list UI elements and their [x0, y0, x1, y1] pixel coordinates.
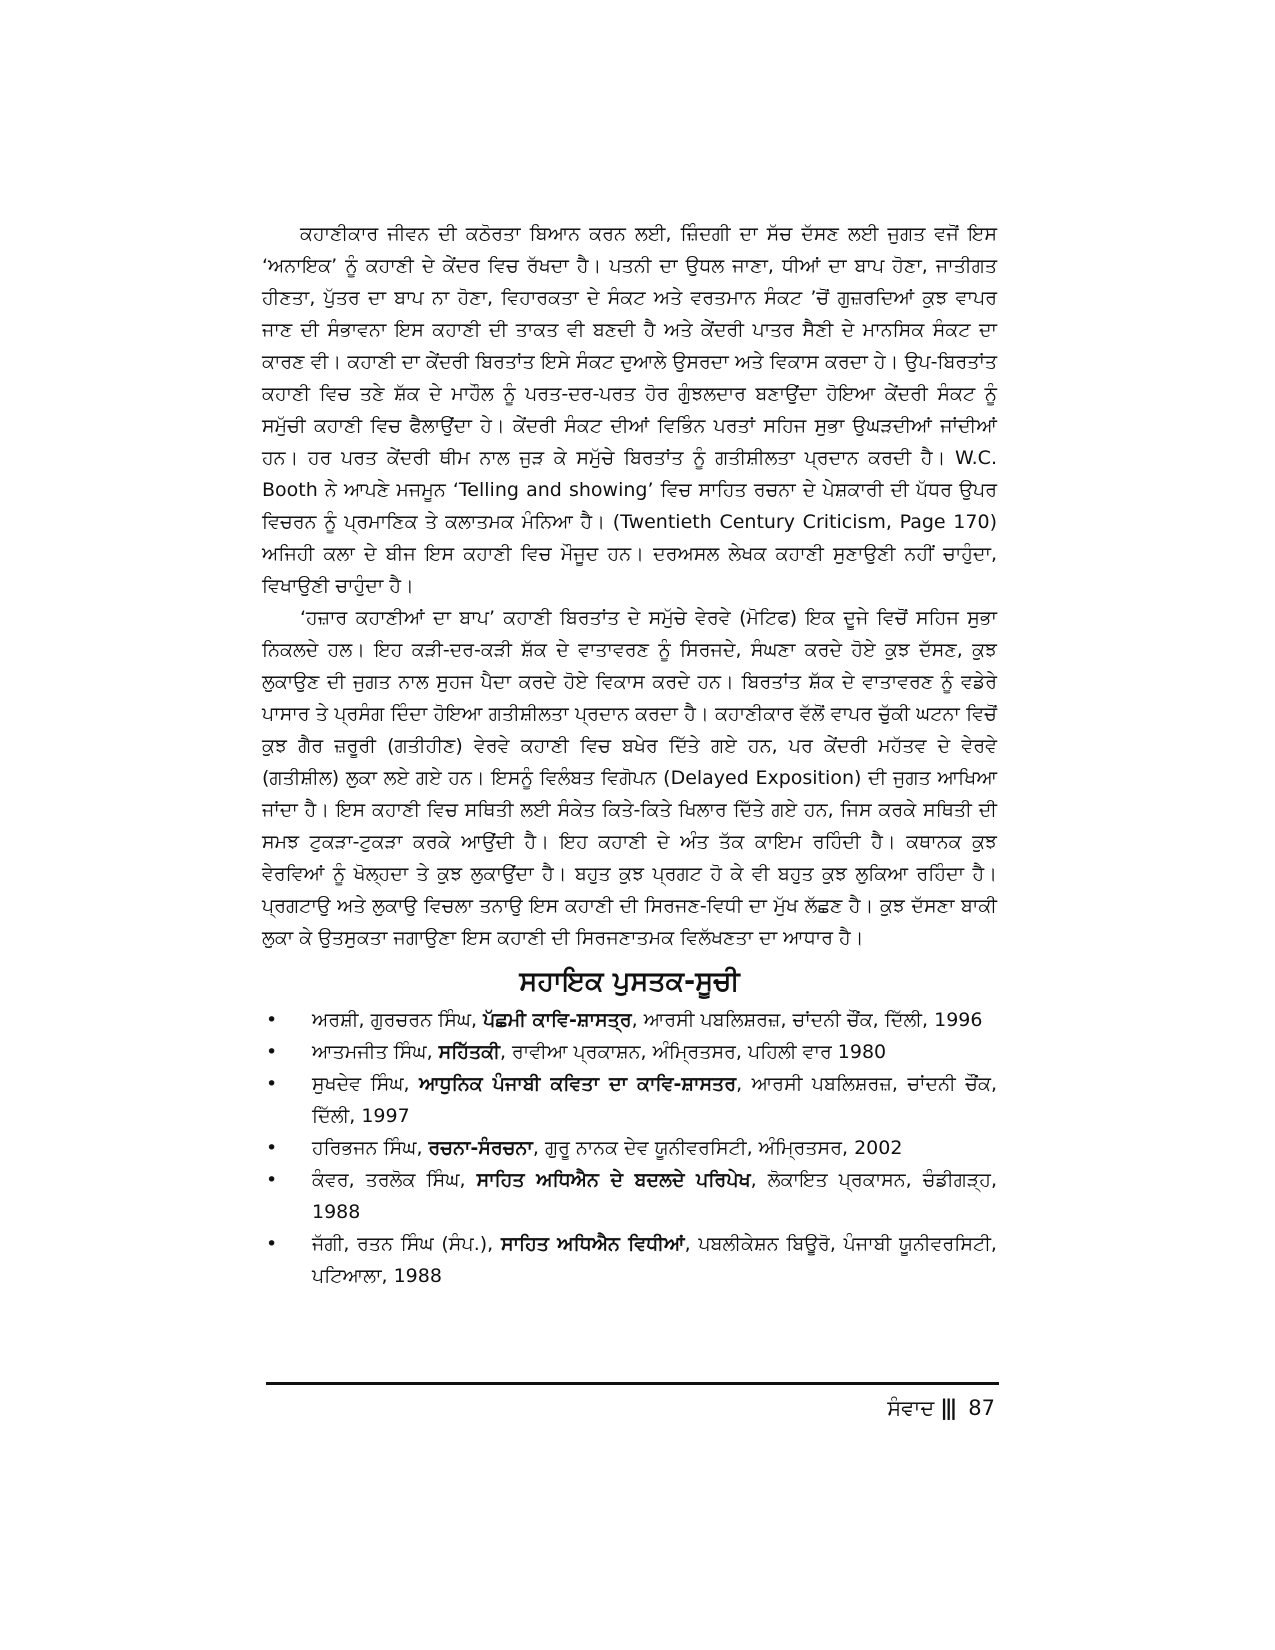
- ref-author: ਅਰਸ਼ੀ, ਗੁਰਚਰਨ ਸਿੰਘ,: [312, 1009, 484, 1031]
- ref-publisher: , ਆਰਸੀ ਪਬਲਿਸ਼ਰਜ਼, ਚਾਂਦਨੀ ਚੌਂਕ, ਦਿੱਲੀ, 1996: [631, 1009, 983, 1031]
- paragraph-1: ਕਹਾਣੀਕਾਰ ਜੀਵਨ ਦੀ ਕਠੋਰਤਾ ਬਿਆਨ ਕਰਨ ਲਈ, ਜ਼ਿੰਦਗੀ ਦਾ ਸੱਚ ਦੱਸਣ ਲਈ ਜੁਗਤ ਵਜੋਂ ਇਸ ‘ਅਨਾਇਕ’ ਨੂੰ ਕਹਾਣੀ ਦੇ ਕੇਂਦਰ ਵਿਚ ਰੱਖਦਾ ਹੈ। ਪਤਨੀ ਦਾ ਉਧਲ ਜਾਣਾ, ਧੀਆਂ ਦਾ ਬਾਪ ਹੋਣਾ, ਜਾਤੀਗਤ ਹੀਣਤਾ, ਪੁੱਤਰ ਦਾ ਬਾਪ ਨਾ ਹੋਣਾ, ਵਿਹਾਰਕਤਾ ਦੇ ਸੰਕਟ ਅਤੇ ਵਰਤਮਾਨ ਸੰਕਟ ’ਚੋਂ ਗੁਜ਼ਰਦਿਆਂ ਕੁਝ ਵਾਪਰ ਜਾਣ ਦੀ ਸੰਭਾਵਨਾ ਇਸ ਕਹਾਣੀ ਦੀ ਤਾਕਤ ਵੀ ਬਣਦੀ ਹੈ ਅਤੇ ਕੇਂਦਰੀ ਪਾਤਰ ਸੈਣੀ ਦੇ ਮਾਨਸਿਕ ਸੰਕਟ ਦਾ ਕਾਰਣ ਵੀ। ਕਹਾਣੀ ਦਾ ਕੇਂਦਰੀ ਬਿਰਤਾਂਤ ਇਸੇ ਸੰਕਟ ਦੁਆਲੇ ਉਸਰਦਾ ਅਤੇ ਵਿਕਾਸ ਕਰਦਾ ਹੇ। ਉਪ-ਬਿਰਤਾਂਤ ਕਹਾਣੀ ਵਿਚ ਤਣੇ ਸ਼ੱਕ ਦੇ ਮਾਹੌਲ ਨੂੰ ਪਰਤ-ਦਰ-ਪਰਤ ਹੋਰ ਗੁੰਝਲਦਾਰ ਬਣਾਉਂਦਾ ਹੋਇਆ ਕੇਂਦਰੀ ਸੰਕਟ ਨੂੰ ਸਮੁੱਚੀ ਕਹਾਣੀ ਵਿਚ ਫੈਲਾਉਂਦਾ ਹੇ। ਕੇਂਦਰੀ ਸੰਕਟ ਦੀਆਂ ਵਿਭਿੰਨ ਪਰਤਾਂ ਸਹਿਜ ਸੁਭਾ ਉਘੜਦੀਆਂ ਜਾਂਦੀਆਂ ਹਨ। ਹਰ ਪਰਤ ਕੇਂਦਰੀ ਥੀਮ ਨਾਲ ਜੁੜ ਕੇ ਸਮੁੱਚੇ ਬਿਰਤਾਂਤ ਨੂੰ ਗਤੀਸ਼ੀਲਤਾ ਪ੍ਰਦਾਨ ਕਰਦੀ ਹੈ। W.C. Booth ਨੇ ਆਪਣੇ ਮਜਮੂਨ ‘Telling and showing’ ਵਿਚ ਸਾਹਿਤ ਰਚਨਾ ਦੇ ਪੇਸ਼ਕਾਰੀ ਦੀ ਪੱਧਰ ਉਪਰ ਵਿਚਰਨ ਨੂੰ ਪ੍ਰਮਾਣਿਕ ਤੇ ਕਲਾਤਮਕ ਮੰਨਿਆ ਹੈ। (Twentieth Century Criticism, Page 170) ਅਜਿਹੀ ਕਲਾ ਦੇ ਬੀਜ ਇਸ ਕਹਾਣੀ ਵਿਚ ਮੌਜੂਦ ਹਨ। ਦਰਅਸਲ ਲੇਖਕ ਕਹਾਣੀ ਸੁਣਾਉਣੀ ਨਹੀਂ ਚਾਹੁੰਦਾ, ਵਿਖਾਉਣੀ ਚਾਹੁੰਦਾ ਹੈ।: [262, 223, 997, 597]
- ref-title: ਰਚਨਾ-ਸੰਰਚਨਾ: [428, 1137, 533, 1159]
- ref-title: ਸਾਹਿਤ ਅਧਿਐਨ ਵਿਧੀਆਂ: [500, 1233, 685, 1255]
- paragraph-2: ‘ਹਜ਼ਾਰ ਕਹਾਣੀਆਂ ਦਾ ਬਾਪ’ ਕਹਾਣੀ ਬਿਰਤਾਂਤ ਦੇ ਸਮੁੱਚੇ ਵੇਰਵੇ (ਮੋਟਿਫ) ਇਕ ਦੂਜੇ ਵਿਚੋਂ ਸਹਿਜ ਸੁਭਾ ਨਿਕਲਦੇ ਹਲ। ਇਹ ਕੜੀ-ਦਰ-ਕੜੀ ਸ਼ੱਕ ਦੇ ਵਾਤਾਵਰਣ ਨੂੰ ਸਿਰਜਦੇ, ਸੰਘਣਾ ਕਰਦੇ ਹੋਏ ਕੁਝ ਦੱਸਣ, ਕੁਝ ਲੁਕਾਉਣ ਦੀ ਜੁਗਤ ਨਾਲ ਸੁਹਜ ਪੈਦਾ ਕਰਦੇ ਹੋਏ ਵਿਕਾਸ ਕਰਦੇ ਹਨ। ਬਿਰਤਾਂਤ ਸ਼ੱਕ ਦੇ ਵਾਤਾਵਰਣ ਨੂੰ ਵਡੇਰੇ ਪਾਸਾਰ ਤੇ ਪ੍ਰਸੰਗ ਦਿੰਦਾ ਹੋਇਆ ਗਤੀਸ਼ੀਲਤਾ ਪ੍ਰਦਾਨ ਕਰਦਾ ਹੈ। ਕਹਾਣੀਕਾਰ ਵੱਲੋਂ ਵਾਪਰ ਚੁੱਕੀ ਘਟਨਾ ਵਿਚੋਂ ਕੁਝ ਗੈਰ ਜ਼ਰੂਰੀ (ਗਤੀਹੀਣ) ਵੇਰਵੇ ਕਹਾਣੀ ਵਿਚ ਬਖੇਰ ਦਿੱਤੇ ਗਏ ਹਨ, ਪਰ ਕੇਂਦਰੀ ਮਹੱਤਵ ਦੇ ਵੇਰਵੇ (ਗਤੀਸ਼ੀਲ) ਲੁਕਾ ਲਏ ਗਏ ਹਨ। ਇਸਨੂੰ ਵਿਲੰਬਤ ਵਿਗੋਪਨ (Delayed Exposition) ਦੀ ਜੁਗਤ ਆਖਿਆ ਜਾਂਦਾ ਹੈ। ਇਸ ਕਹਾਣੀ ਵਿਚ ਸਥਿਤੀ ਲਈ ਸੰਕੇਤ ਕਿਤੇ-ਕਿਤੇ ਖਿਲਾਰ ਦਿੱਤੇ ਗਏ ਹਨ, ਜਿਸ ਕਰਕੇ ਸਥਿਤੀ ਦੀ ਸਮਝ ਟੁਕੜਾ-ਟੁਕੜਾ ਕਰਕੇ ਆਉਂਦੀ ਹੈ। ਇਹ ਕਹਾਣੀ ਦੇ ਅੰਤ ਤੱਕ ਕਾਇਮ ਰਹਿੰਦੀ ਹੈ। ਕਥਾਨਕ ਕੁਝ ਵੇਰਵਿਆਂ ਨੂੰ ਖੋਲ੍ਹਦਾ ਤੇ ਕੁਝ ਲੁਕਾਉਂਦਾ ਹੈ। ਬਹੁਤ ਕੁਝ ਪ੍ਰਗਟ ਹੋ ਕੇ ਵੀ ਬਹੁਤ ਕੁਝ ਲੁਕਿਆ ਰਹਿੰਦਾ ਹੈ। ਪ੍ਰਗਟਾਉ ਅਤੇ ਲੁਕਾਉ ਵਿਚਲਾ ਤਨਾਉ ਇਸ ਕਹਾਣੀ ਦੀ ਸਿਰਜਣ-ਵਿਧੀ ਦਾ ਮੁੱਖ ਲੱਛਣ ਹੈ। ਕੁਝ ਦੱਸਣਾ ਬਾਕੀ ਲੁਕਾ ਕੇ ਉਤਸੁਕਤਾ ਜਗਾਉਣਾ ਇਸ ਕਹਾਣੀ ਦੀ ਸਿਰਜਣਾਤਮਕ ਵਿਲੱਖਣਤਾ ਦਾ ਆਧਾਰ ਹੈ।: [262, 607, 997, 949]
- bibliography-item: [262, 1068, 997, 1132]
- ref-publisher: , ਆਰਸੀ ਪਬਲਿਸ਼ਰਜ਼, ਚਾਂਦਨੀ ਚੌਂਕ, ਦਿੱਲੀ, 1997: [312, 1073, 997, 1127]
- ref-author: ਕੰਵਰ, ਤਰਲੋਕ ਸਿੰਘ,: [312, 1169, 477, 1191]
- bibliography-item: [262, 1228, 997, 1292]
- ref-publisher: , ਲੋਕਾਇਤ ਪ੍ਰਕਾਸਨ, ਚੰਡੀਗੜ੍ਹ, 1988: [312, 1169, 997, 1223]
- ref-title: ਆਧੁਨਿਕ ਪੰਜਾਬੀ ਕਵਿਤਾ ਦਾ ਕਾਵਿ-ਸ਼ਾਸਤਰ: [419, 1073, 737, 1095]
- bibliography-item: [262, 1036, 997, 1068]
- journal-name: ਸੰਵਾਦ: [887, 1396, 935, 1420]
- bibliography-item: [262, 1004, 997, 1036]
- page-number: 87: [968, 1396, 995, 1420]
- ref-author: ਸੁਖਦੇਵ ਸਿੰਘ,: [312, 1073, 420, 1095]
- bibliography-list: [262, 1004, 997, 1292]
- bullet-icon: •: [266, 1041, 278, 1063]
- article-body: [262, 218, 997, 1292]
- bullet-icon: •: [266, 1009, 278, 1031]
- ref-publisher: , ਗੁਰੂ ਨਾਨਕ ਦੇਵ ਯੂਨੀਵਰਸਿਟੀ, ਅੰਮ੍ਰਿਤਸਰ, 2002: [532, 1137, 903, 1159]
- ref-title: ਪੱਛਮੀ ਕਾਵਿ-ਸ਼ਾਸਤ੍ਰ: [483, 1009, 632, 1031]
- bullet-icon: •: [266, 1233, 278, 1255]
- ref-author: ਹਰਿਭਜਨ ਸਿੰਘ,: [312, 1137, 429, 1159]
- bullet-icon: •: [266, 1169, 278, 1191]
- page-footer: [887, 1393, 995, 1423]
- footer-rule: [266, 1382, 999, 1385]
- ref-author: ਆਤਮਜੀਤ ਸਿੰਘ,: [312, 1041, 439, 1063]
- bibliography-heading: ਸਹਾਇਕ ਪੁਸਤਕ-ਸੂਚੀ: [519, 966, 740, 997]
- ref-publisher: , ਪਬਲੀਕੇਸ਼ਨ ਬਿਊਰੋ, ਪੰਜਾਬੀ ਯੂਨੀਵਰਸਿਟੀ, ਪਟਿਆਲਾ, 1988: [312, 1233, 997, 1287]
- ref-author: ਜੱਗੀ, ਰਤਨ ਸਿੰਘ (ਸੰਪ.),: [312, 1233, 501, 1255]
- separator-bars-icon: |||: [940, 1396, 955, 1420]
- bibliography-item: [262, 1132, 997, 1164]
- bibliography-item: [262, 1164, 997, 1228]
- ref-title: ਸਹਿੱਤਕੀ: [438, 1041, 500, 1063]
- bullet-icon: •: [266, 1137, 278, 1159]
- bullet-icon: •: [266, 1073, 278, 1095]
- ref-publisher: , ਰਾਵੀਆ ਪ੍ਰਕਾਸ਼ਨ, ਅੰਮ੍ਰਿਤਸਰ, ਪਹਿਲੀ ਵਾਰ 1980: [499, 1041, 887, 1063]
- ref-title: ਸਾਹਿਤ ਅਧਿਐਨ ਦੇ ਬਦਲਦੇ ਪਰਿਪੇਖ: [476, 1169, 751, 1191]
